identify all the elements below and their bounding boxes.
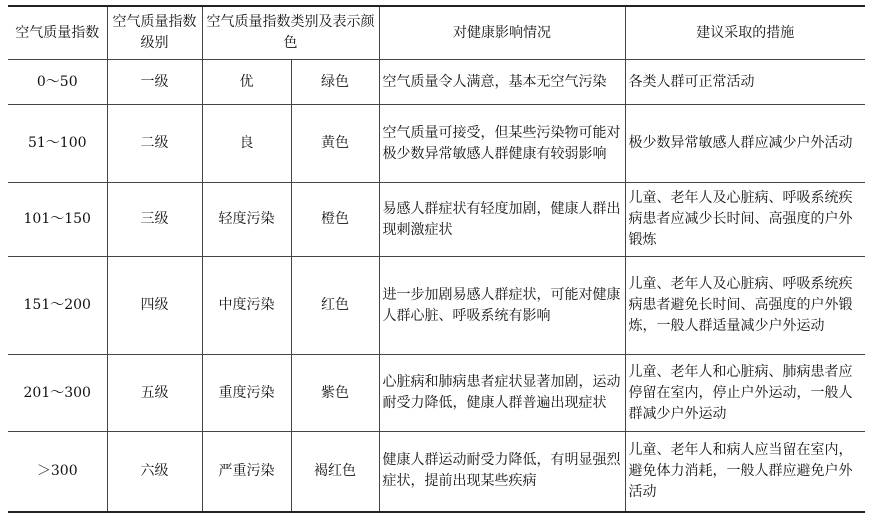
- table-row: [8, 432, 865, 512]
- cell-level: 五级: [107, 355, 202, 432]
- cell-color: 红色: [291, 257, 379, 355]
- cell-level: 二级: [107, 105, 202, 183]
- cell-color: 橙色: [291, 183, 379, 257]
- cell-level: 一级: [107, 60, 202, 105]
- cell-index: ＞300: [8, 432, 107, 512]
- cell-impact: 心脏病和肺病患者症状显著加剧，运动耐受力降低，健康人群普遍出现症状: [379, 355, 625, 432]
- table-header-row: [8, 6, 865, 60]
- table-row: [8, 60, 865, 105]
- cell-measures: 极少数异常敏感人群应减少户外活动: [625, 105, 865, 183]
- cell-level: 六级: [107, 432, 202, 512]
- cell-index: 151～200: [8, 257, 107, 355]
- cell-impact: 易感人群症状有轻度加剧，健康人群出现刺激症状: [379, 183, 625, 257]
- cell-measures: 儿童、老年人和病人应当留在室内，避免体力消耗，一般人群应避免户外活动: [625, 432, 865, 512]
- cell-category: 严重污染: [202, 432, 291, 512]
- cell-level: 四级: [107, 257, 202, 355]
- cell-color: 紫色: [291, 355, 379, 432]
- cell-index: 201～300: [8, 355, 107, 432]
- cell-color: 褐红色: [291, 432, 379, 512]
- cell-measures: 各类人群可正常活动: [625, 60, 865, 105]
- cell-measures: 儿童、老年人及心脏病、呼吸系统疾病患者避免长时间、高强度的户外锻炼，一般人群适量减少户外运动: [625, 257, 865, 355]
- cell-index: 51～100: [8, 105, 107, 183]
- cell-category: 优: [202, 60, 291, 105]
- cell-impact: 进一步加剧易感人群症状，可能对健康人群心脏、呼吸系统有影响: [379, 257, 625, 355]
- cell-color: 黄色: [291, 105, 379, 183]
- cell-measures: 儿童、老年人和心脏病、肺病患者应停留在室内，停止户外运动，一般人群减少户外运动: [625, 355, 865, 432]
- table-row: [8, 105, 865, 183]
- table-row: [8, 183, 865, 257]
- cell-impact: 空气质量令人满意，基本无空气污染: [379, 60, 625, 105]
- table-row: [8, 257, 865, 355]
- cell-impact: 健康人群运动耐受力降低，有明显强烈症状，提前出现某些疾病: [379, 432, 625, 512]
- cell-category: 中度污染: [202, 257, 291, 355]
- aqi-table: [8, 5, 865, 513]
- cell-index: 0～50: [8, 60, 107, 105]
- cell-level: 三级: [107, 183, 202, 257]
- cell-category: 良: [202, 105, 291, 183]
- cell-category: 重度污染: [202, 355, 291, 432]
- header-level: 空气质量指数级别: [107, 6, 202, 60]
- header-health-impact: 对健康影响情况: [379, 6, 625, 60]
- cell-color: 绿色: [291, 60, 379, 105]
- header-measures: 建议采取的措施: [625, 6, 865, 60]
- cell-impact: 空气质量可接受，但某些污染物可能对极少数异常敏感人群健康有较弱影响: [379, 105, 625, 183]
- cell-category: 轻度污染: [202, 183, 291, 257]
- header-category-color: 空气质量指数类别及表示颜色: [202, 6, 379, 60]
- table-row: [8, 355, 865, 432]
- header-index: 空气质量指数: [8, 6, 107, 60]
- cell-measures: 儿童、老年人及心脏病、呼吸系统疾病患者应减少长时间、高强度的户外锻炼: [625, 183, 865, 257]
- cell-index: 101～150: [8, 183, 107, 257]
